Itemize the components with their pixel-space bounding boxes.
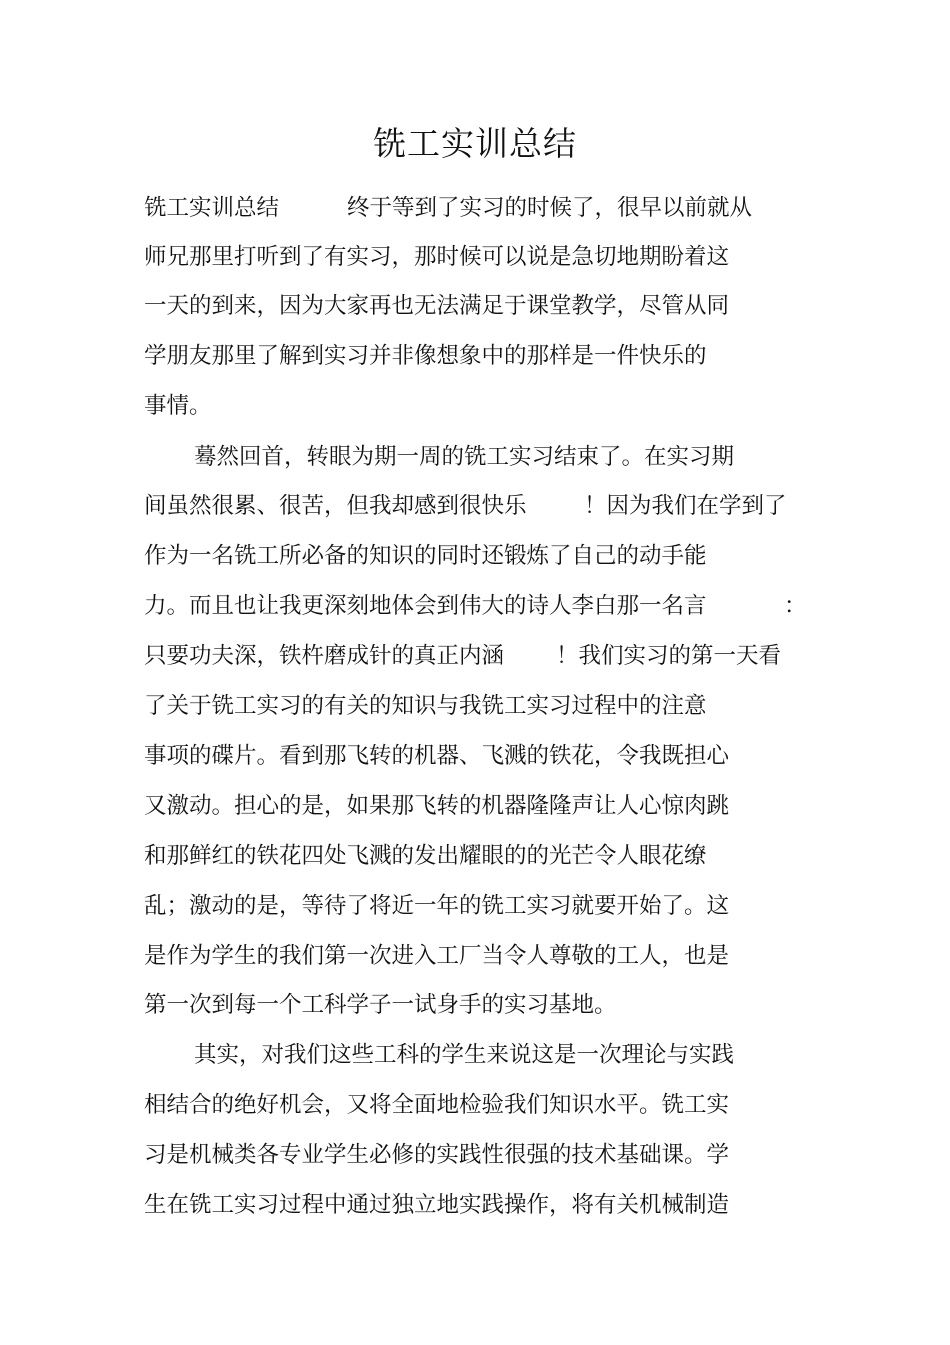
text-fragment: 铣工实训总结 [144,195,280,221]
paragraph-line: 是作为学生的我们第一次进入工厂当令人尊敬的工人，也是 [144,943,730,969]
text-fragment: ： [784,593,807,619]
paragraph-line: 其实，对我们这些工科的学生来说这是一次理论与实践 [194,1042,735,1068]
text-fragment: ！我们实习的第一天看 [556,643,782,669]
paragraph-line: 事情。 [144,393,212,419]
paragraph-line: 事项的碟片。看到那飞转的机器、飞溅的铁花，令我既担心 [144,743,730,769]
text-fragment: 力。而且也让我更深刻地体会到伟大的诗人李白那一名言 [144,593,707,619]
paragraph-line: 乱；激动的是，等待了将近一年的铣工实习就要开始了。这 [144,893,730,919]
paragraph-line [144,586,807,626]
paragraph-line: 和那鲜红的铁花四处飞溅的发出耀眼的的光芒令人眼花缭 [144,843,707,869]
paragraph-line: 第一次到每一个工科学子一试身手的实习基地。 [144,992,617,1018]
document-title: 铣工实训总结 [373,124,577,163]
paragraph-line: 又激动。担心的是，如果那飞转的机器隆隆声让人心惊肉跳 [144,793,730,819]
paragraph-line: 习是机械类各专业学生必修的实践性很强的技术基础课。学 [144,1142,730,1168]
text-fragment: 只要功夫深，铁杵磨成针的真正内涵 [144,643,505,669]
paragraph-line [144,188,753,228]
paragraph-line: 师兄那里打听到了有实习，那时候可以说是急切地期盼着这 [144,244,730,270]
paragraph-line: 学朋友那里了解到实习并非像想象中的那样是一件快乐的 [144,343,707,369]
paragraph-line: 一天的到来，因为大家再也无法满足于课堂教学，尽管从同 [144,293,730,319]
text-fragment: 终于等到了实习的时候了，很早以前就从 [347,195,753,221]
text-fragment: ！因为我们在学到了 [584,493,787,519]
paragraph-line: 蓦然回首，转眼为期一周的铣工实习结束了。在实习期 [194,444,735,470]
paragraph-line: 生在铣工实习过程中通过独立地实践操作，将有关机械制造 [144,1192,730,1218]
paragraph-line [144,636,782,676]
paragraph-line: 作为一名铣工所必备的知识的同时还锻炼了自己的动手能 [144,543,707,569]
text-fragment: 间虽然很累、很苦，但我却感到很快乐 [144,493,527,519]
paragraph-line: 了关于铣工实习的有关的知识与我铣工实习过程中的注意 [144,693,707,719]
paragraph-line [144,486,787,526]
paragraph-line: 相结合的绝好机会，又将全面地检验我们知识水平。铣工实 [144,1092,730,1118]
